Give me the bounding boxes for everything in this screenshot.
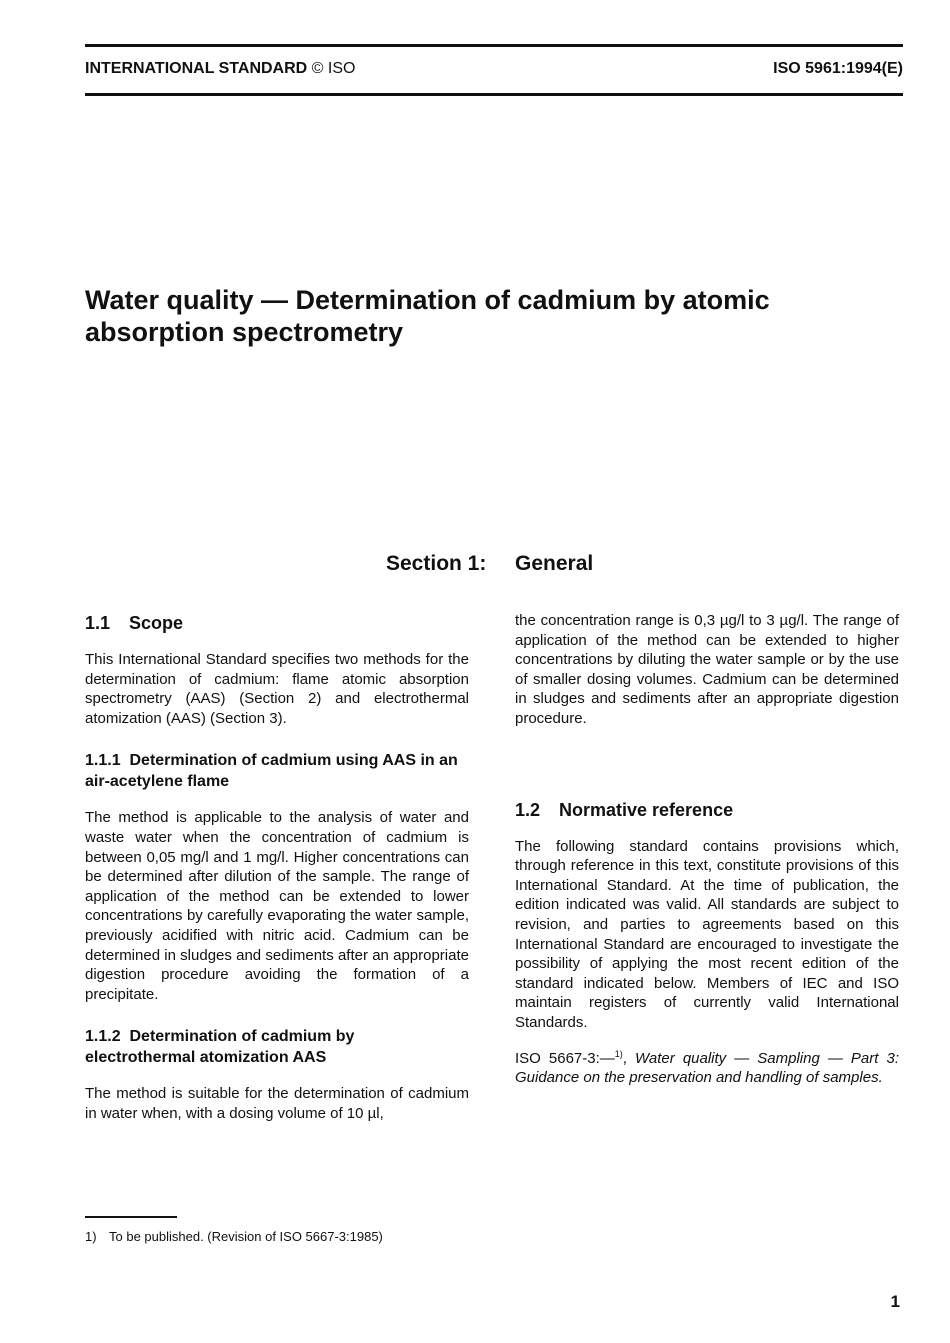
heading-text: Determination of cadmium using AAS in an air-acetylene flame [85,752,458,791]
heading-1-1-1 [85,750,469,792]
heading-1-2 [515,799,899,821]
normative-reference-paragraph: The following standard contains provisions which, through reference in this text, constitute provisions of this International Standard. At the time of publication, the edition indicated was valid. All standards are subject to revision, and parties to agreements based on this International Standard are encouraged to investigate the possibility of applying the most recent edition of the standard indicated below. Members of IEC and ISO maintain registers of currently valid International Standards. [515,837,899,1031]
heading-number: 1.1.2 [85,1028,121,1046]
section-name: General [515,552,594,575]
normative-reference-entry: ISO 5667-3:—$^{1)}$, Water quality — Sampling — Part 3: Guidance on the preservation and handling of samples. [515,1048,900,1087]
left-column [85,612,469,1124]
page-header [85,60,903,82]
electrothermal-paragraph: The method is suitable for the determination of cadmium in water when, with a dosing volume of 10 µl, [85,1085,469,1122]
document-title: Water quality — Determination of cadmium by atomic absorption spectrometry [85,285,770,347]
footnote-rule [85,1216,177,1218]
header-standard-type: INTERNATIONAL STANDARD [85,60,308,77]
scope-paragraph: This International Standard specifies two methods for the determination of cadmium: flame atomic absorption spectrometry (AAS) (Section 2) and electrothermal atomization (AAS) (Section 3). [85,651,469,727]
continued-paragraph: the concentration range is 0,3 µg/l to 3 µg/l. The range of application of the method can be extended to higher concentrations by diluting the water sample or by the use of smaller dosing volumes. Cadmium can be determined in sludges and sediments after an appropriate digestion procedure. [515,612,899,727]
reference-code: ISO 5667-3:— [515,1049,615,1067]
footnote-text: To be published. (Revision of ISO 5667-3:1985) [109,1229,383,1244]
header-left [85,60,355,78]
page-number: 1 [890,1292,900,1311]
heading-1-1 [85,612,469,634]
reference-footnote-mark: 1) [614,1048,623,1059]
footnote [85,1229,383,1244]
header-bottom-rule [85,93,903,96]
footnote-mark: 1) [85,1229,97,1244]
flame-aas-paragraph: The method is applicable to the analysis of water and waste water when the concentration of cadmium is between 0,05 mg/l and 1 mg/l. Higher concentrations can be determined after dilution of the sample. The range of application of the method can be extended to lower concentrations by carefully evaporating the water sample, previously acidified with nitric acid. Cadmium can be determined in sludges and sediments after an appropriate digestion procedure avoiding the formation of a precipitate. [85,809,469,1003]
heading-text: Scope [129,613,184,633]
heading-number: 1.2 [515,799,541,820]
heading-1-1-2 [85,1026,469,1068]
reference-title: Water quality — Sampling — Part 3: Guidance on the preservation and handling of samples. [515,1049,900,1087]
header-doc-number: ISO 5961:1994(E) [773,60,903,77]
heading-number: 1.1 [85,613,111,633]
heading-number: 1.1.1 [85,752,121,770]
heading-text: Determination of cadmium by electrothermal atomization AAS [85,1028,355,1067]
heading-text: Normative reference [559,799,734,820]
header-top-rule [85,44,903,47]
right-column [515,611,899,1088]
header-copyright: © ISO [311,60,356,77]
section-number: Section 1: [386,552,487,575]
